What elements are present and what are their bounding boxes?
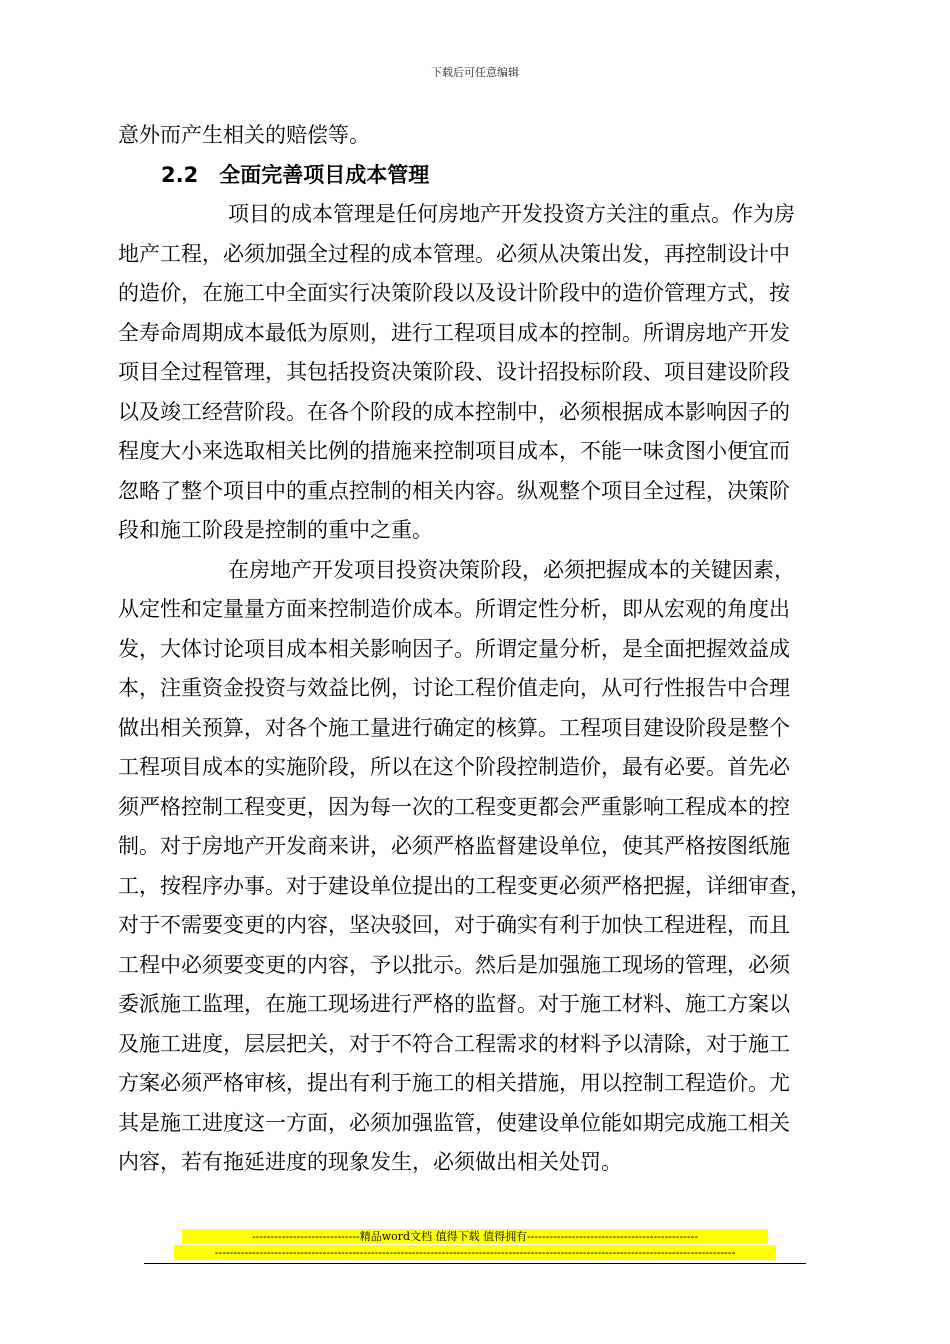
paragraph-line: 发，大体讨论项目成本相关影响因子。所谓定量分析，是全面把握效益成 <box>118 636 790 661</box>
paragraph-line: 从定性和定量量方面来控制造价成本。所谓定性分析，即从宏观的角度出 <box>118 597 790 621</box>
footer-dashes <box>0 1245 950 1264</box>
paragraph-line: 委派施工监理，在施工现场进行严格的监督。对于施工材料、施工方案以 <box>118 992 790 1016</box>
section-heading: 2.2 全面完善项目成本管理 <box>161 162 430 187</box>
paragraph-line: 段和施工阶段是控制的重中之重。 <box>118 518 433 542</box>
paragraph-line: 全寿命周期成本最低为原则，进行工程项目成本的控制。所谓房地产开发 <box>118 320 790 345</box>
paragraph-line: 制。对于房地产开发商来讲，必须严格监督建设单位，使其严格按图纸施 <box>118 834 790 858</box>
paragraph-line: 以及竣工经营阶段。在各个阶段的成本控制中，必须根据成本影响因子的 <box>118 399 790 424</box>
paragraph-line: 的造价，在施工中全面实行决策阶段以及设计阶段中的造价管理方式，按 <box>118 281 790 305</box>
paragraph-line: 及施工进度，层层把关，对于不符合工程需求的材料予以清除，对于施工 <box>118 1031 790 1056</box>
paragraph-line: 工程中必须要变更的内容，予以批示。然后是加强施工现场的管理，必须 <box>118 952 790 977</box>
paragraph-line: 须严格控制工程变更，因为每一次的工程变更都会严重影响工程成本的控 <box>118 794 790 819</box>
paragraph-line: 做出相关预算，对各个施工量进行确定的核算。工程项目建设阶段是整个 <box>118 715 790 740</box>
paragraph-line: 其是施工进度这一方面，必须加强监管，使建设单位能如期完成施工相关 <box>118 1110 790 1135</box>
document-body <box>118 116 840 1183</box>
paragraph-line: 内容，若有拖延进度的现象发生，必须做出相关处罚。 <box>118 1150 622 1174</box>
paragraph-line: 本，注重资金投资与效益比例，讨论工程价值走向，从可行性报告中合理 <box>118 676 790 700</box>
paragraph-line: 工，按程序办事。对于建设单位提出的工程变更必须严格把握，详细审查， <box>118 873 811 898</box>
page-header: 下载后可任意编辑 <box>431 66 519 79</box>
paragraph-line: 在房地产开发项目投资决策阶段，必须把握成本的关键因素， <box>228 557 795 582</box>
paragraph-line: 意外而产生相关的赔偿等。 <box>118 123 370 147</box>
paragraph-line: 对于不需要变更的内容，坚决驳回，对于确实有利于加快工程进程，而且 <box>118 913 790 937</box>
paragraph-line: 地产工程，必须加强全过程的成本管理。必须从决策出发，再控制设计中 <box>118 241 790 266</box>
paragraph-line: 项目全过程管理，其包括投资决策阶段、设计招投标阶段、项目建设阶段 <box>118 360 790 384</box>
footer-divider <box>144 1263 806 1264</box>
paragraph-line: 程度大小来选取相关比例的措施来控制项目成本，不能一味贪图小便宜而 <box>118 439 790 463</box>
paragraph-line: 工程项目成本的实施阶段，所以在这个阶段控制造价，最有必要。首先必 <box>118 755 790 779</box>
paragraph-line: 项目的成本管理是任何房地产开发投资方关注的重点。作为房 <box>228 202 795 226</box>
footer-dashes-text: -------------------------------------------------------------------------------------------------------------------------------------------- <box>174 1245 776 1260</box>
paragraph-line: 忽略了整个项目中的重点控制的相关内容。纵观整个项目全过程，决策阶 <box>118 478 790 503</box>
paragraph-line: 方案必须严格审核，提出有利于施工的相关措施，用以控制工程造价。尤 <box>118 1071 790 1095</box>
footer-banner-text: -----------------------------精品word文档 值得下载 值得拥有---------------------------------------------- <box>182 1229 768 1244</box>
